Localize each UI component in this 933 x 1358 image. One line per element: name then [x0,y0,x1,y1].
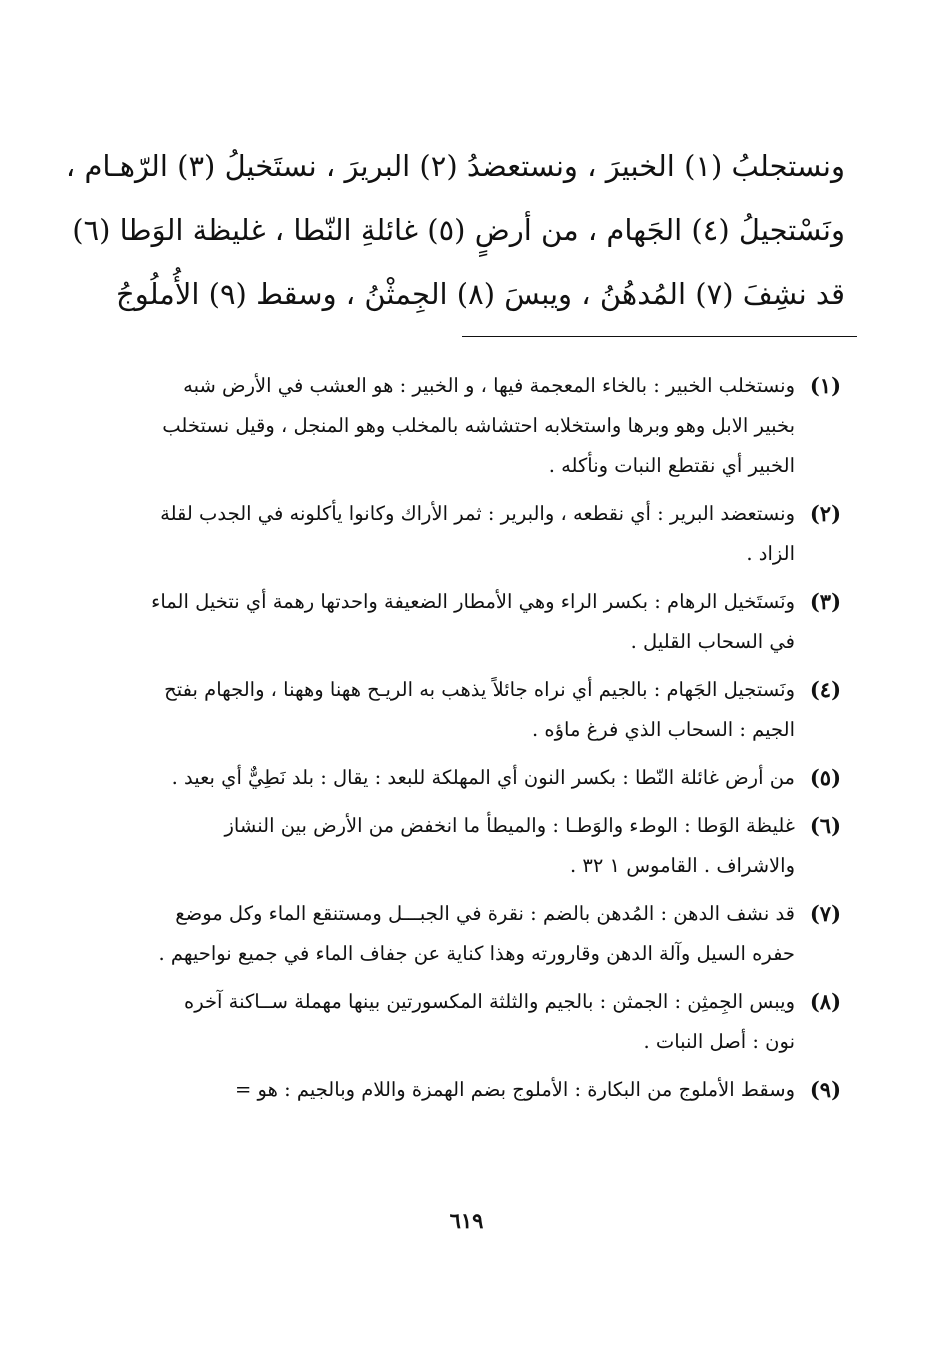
main-text-line: قد نشِفَ (٧) المُدهُنُ ، ويبسَ (٨) الجِمثْنُ ، وسقط (٩) الأُملُوجُ [116,277,845,311]
footnote [151,1070,841,1110]
page-number: ٦١٩ [449,1208,484,1233]
footnote-separator [462,336,857,337]
footnote-text: ونَستَخيل الرهام : بكسر الراء وهي الأمطار الضعيفة واحدتها رهمة أي نتخيل الماء في السحاب القليل . [151,590,795,653]
footnote-text: من أرض غائلة النّطا : بكسر النون أي المهلكة للبعد : يقال : بلد نَطِيٌّ أي بعيد . [171,766,795,789]
footnotes [151,366,841,1118]
footnote-text: ويبس الجِمثِن : الجمثن : بالجيم والثلثة المكسورتين بينها مهملة ســاكنة آخره نون : أصل النبات . [184,990,795,1053]
main-text-line: ونَسْتجيلُ (٤) الجَهام ، من أرضٍ (٥) غائلةِ النّطا ، غليظة الوَطا (٦) [72,213,845,247]
footnote-number: (١) [809,373,841,398]
footnote-number: (٥) [809,765,841,790]
footnote-number: (٨) [809,989,841,1014]
footnote [151,982,841,1062]
footnote [151,758,841,798]
footnote [151,582,841,662]
footnote-number: (٦) [809,813,841,838]
footnote-text: ونستخلب الخبير : بالخاء المعجمة فيها ، و الخبير : هو العشب في الأرض شبه بخبير الابل وهو وبرها واستخلابه احتشاشه بالمخلب وهو المنجل ، وقيل نستخلب الخبير أي نقتطع النبات ونأكله . [162,374,795,477]
footnote-text: وسقط الأملوج من البكارة : الأملوج بضم الهمزة واللام وبالجيم : هو = [235,1078,795,1101]
main-text [65,134,845,326]
footnote [151,366,841,486]
footnote-number: (٣) [809,589,841,614]
footnote [151,894,841,974]
footnote-number: (٧) [809,901,841,926]
footnote [151,806,841,886]
footnote-number: (٤) [809,677,841,702]
footnote-text: غليظة الوَطا : الوطء والوَطـا : والميطأ ما انخفض من الأرض بين النشاز والاشراف . القاموس ١ ٣٢ . [224,814,795,877]
footnote-number: (٩) [809,1077,841,1102]
footnote-text: ونَستجيل الجَهام : بالجيم أي نراه جائلاً يذهب به الريـح ههنا وههنا ، والجهام بفتح الجيم : السحاب الذي فرغ ماؤه . [164,678,795,741]
footnote [151,670,841,750]
footnote [151,494,841,574]
footnote-number: (٢) [809,501,841,526]
footnote-text: ونستعضد البرير : أي نقطعه ، والبرير : ثمر الأراك وكانوا يأكلونه في الجدب لقلة الزاد . [160,502,795,565]
main-text-line: ونستجلبُ (١) الخبيرَ ، ونستعضدُ (٢) البريرَ ، نستَخيلُ (٣) الرّهـام ، [65,149,845,183]
footnote-text: قد نشف الدهن : المُدهن بالضم : نقرة في الجبـــل ومستنقع الماء وكل موضع حفره السيل وآلة الدهن وقارورته وهذا كناية عن جفاف الماء في جميع نواحيهم . [158,902,795,965]
